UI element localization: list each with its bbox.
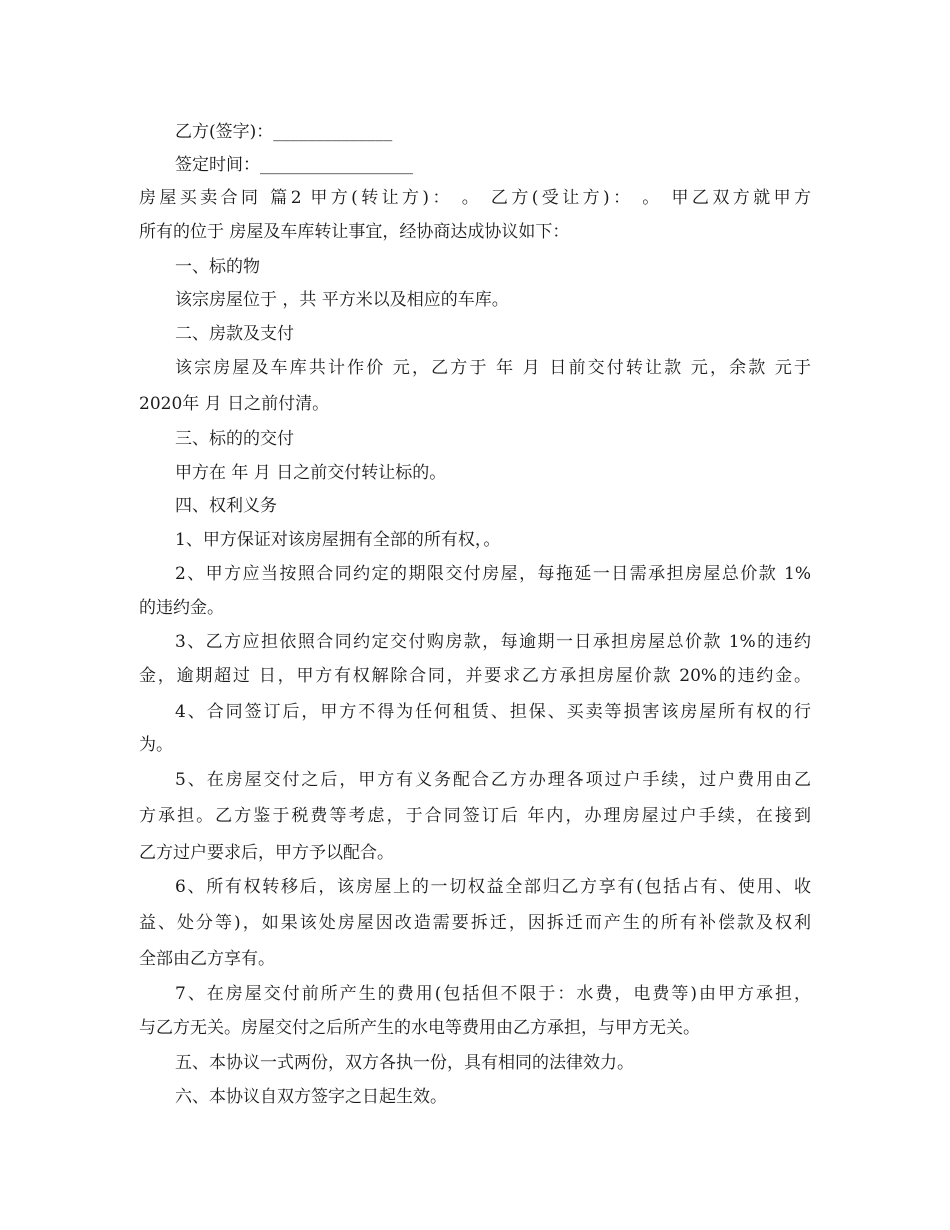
section-1-text: 该宗房屋位于 ，共 平方米以及相应的车库。 — [175, 290, 509, 310]
item-7-line-2: 与乙方无关。房屋交付之后所产生的水电等费用由乙方承担，与甲方无关。 — [139, 1018, 700, 1038]
contract-heading-line-2: 所有的位于 房屋及车库转让事宜，经协商达成协议如下： — [139, 222, 570, 242]
signing-date: 签定时间：__________________ — [175, 155, 413, 175]
section-3-text: 甲方在 年 月 日之前交付转让标的。 — [175, 463, 447, 483]
item-2-line-1: 2、甲方应当按照合同约定的期限交付房屋，每拖延一日需承担房屋总价款 1% — [175, 564, 811, 584]
section-2-title: 二、房款及支付 — [175, 324, 294, 344]
item-1: 1、甲方保证对该房屋拥有全部的所有权，。 — [175, 530, 501, 550]
section-2-text-line-2: 2020年 月 日之前付清。 — [139, 394, 330, 414]
contract-heading-line: 房屋买卖合同 篇2 甲方(转让方)： 。 乙方(受让方)： 。 甲乙双方就甲方 — [139, 188, 811, 208]
item-6-line-1: 6、所有权转移后，该房屋上的一切权益全部归乙方享有(包括占有、使用、收 — [175, 877, 811, 897]
section-2-text-line-1: 该宗房屋及车库共计作价 元，乙方于 年 月 日前交付转让款 元，余款 元于 — [175, 358, 811, 378]
item-6-line-2: 益、处分等)，如果该处房屋因改造需要拆迁，因拆迁而产生的所有补偿款及权利 — [139, 913, 811, 933]
item-4-line-1: 4、合同签订后，甲方不得为任何租赁、担保、买卖等损害该房屋所有权的行 — [175, 702, 811, 722]
item-4-line-2: 为。 — [139, 735, 173, 755]
signature-party-b: 乙方(签字)：______________ — [175, 122, 393, 142]
section-3-title: 三、标的的交付 — [175, 429, 294, 449]
item-2-line-2: 的违约金。 — [139, 598, 224, 618]
item-7-line-1: 7、在房屋交付前所产生的费用(包括但不限于：水费，电费等)由甲方承担， — [175, 984, 811, 1004]
section-5: 五、本协议一式两份，双方各执一份，具有相同的法律效力。 — [175, 1053, 634, 1073]
item-3-line-1: 3、乙方应担依照合同约定交付购房款，每逾期一日承担房屋总价款 1%的违约 — [175, 632, 811, 652]
section-1-title: 一、标的物 — [175, 257, 260, 277]
item-5-line-3: 乙方过户要求后，甲方予以配合。 — [139, 843, 394, 863]
section-4-title: 四、权利义务 — [175, 496, 277, 516]
item-6-line-3: 全部由乙方享有。 — [139, 949, 275, 969]
item-5-line-2: 方承担。乙方鉴于税费等考虑，于合同签订后 年内，办理房屋过户手续，在接到 — [139, 806, 811, 826]
item-5-line-1: 5、在房屋交付之后，甲方有义务配合乙方办理各项过户手续，过户费用由乙 — [175, 770, 811, 790]
section-6: 六、本协议自双方签字之日起生效。 — [175, 1087, 447, 1107]
item-3-line-2: 金，逾期超过 日，甲方有权解除合同，并要求乙方承担房屋价款 20%的违约金。 — [139, 666, 811, 686]
